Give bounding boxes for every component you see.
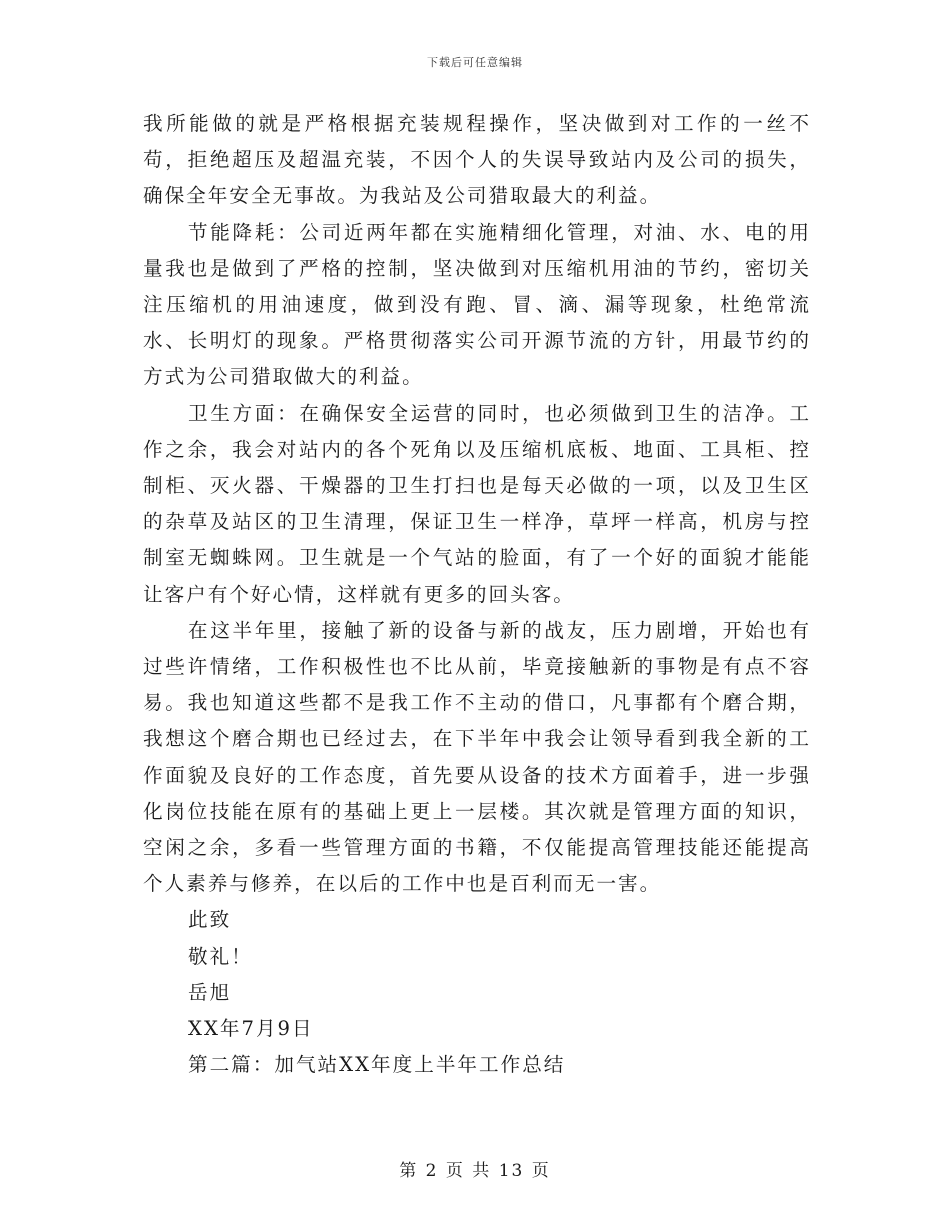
page-number: 第 2 页 共 13 页 — [399, 1161, 551, 1181]
document-body — [143, 106, 811, 1083]
body-paragraph: 我所能做的就是严格根据充装规程操作，坚决做到对工作的一丝不苟，拒绝超压及超温充装，不因个人的失误导致站内及公司的损失，确保全年安全无事故。为我站及公司猎取最大的利益。 — [143, 112, 811, 208]
next-section-title: 第二篇：加气站XX年度上半年工作总结 — [188, 1053, 566, 1077]
letter-date: XX年7月9日 — [188, 1017, 314, 1041]
body-paragraph: 卫生方面：在确保安全运营的同时，也必须做到卫生的洁净。工作之余，我会对站内的各个死角以及压缩机底板、地面、工具柜、控制柜、灭火器、干燥器的卫生打扫也是每天必做的一项，以及卫生区的杂草及站区的卫生清理，保证卫生一样净，草坪一样高，机房与控制室无蜘蛛网。卫生就是一个气站的脸面，有了一个好的面貌才能能让客户有个好心情，这样就有更多的回头客。 — [143, 401, 811, 606]
body-paragraph: 节能降耗：公司近两年都在实施精细化管理，对油、水、电的用量我也是做到了严格的控制，坚决做到对压缩机用油的节约，密切关注压缩机的用油速度，做到没有跑、冒、滴、漏等现象，杜绝常流水、长明灯的现象。严格贯彻落实公司开源节流的方针，用最节约的方式为公司猎取做大的利益。 — [143, 220, 811, 389]
closing-salutation: 此致 — [188, 908, 232, 932]
closing-respect: 敬礼！ — [188, 944, 253, 968]
page-header-note: 下载后可任意编辑 — [427, 56, 523, 69]
signature: 岳旭 — [188, 980, 232, 1004]
body-paragraph: 在这半年里，接触了新的设备与新的战友，压力剧增，开始也有过些许情绪，工作积极性也不比从前，毕竟接触新的事物是有点不容易。我也知道这些都不是我工作不主动的借口，凡事都有个磨合期，我想这个磨合期也已经过去，在下半年中我会让领导看到我全新的工作面貌及良好的工作态度，首先要从设备的技术方面着手，进一步强化岗位技能在原有的基础上更上一层楼。其次就是管理方面的知识，空闲之余，多看一些管理方面的书籍，不仅能提高管理技能还能提高个人素养与修养，在以后的工作中也是百利而无一害。 — [143, 618, 811, 896]
